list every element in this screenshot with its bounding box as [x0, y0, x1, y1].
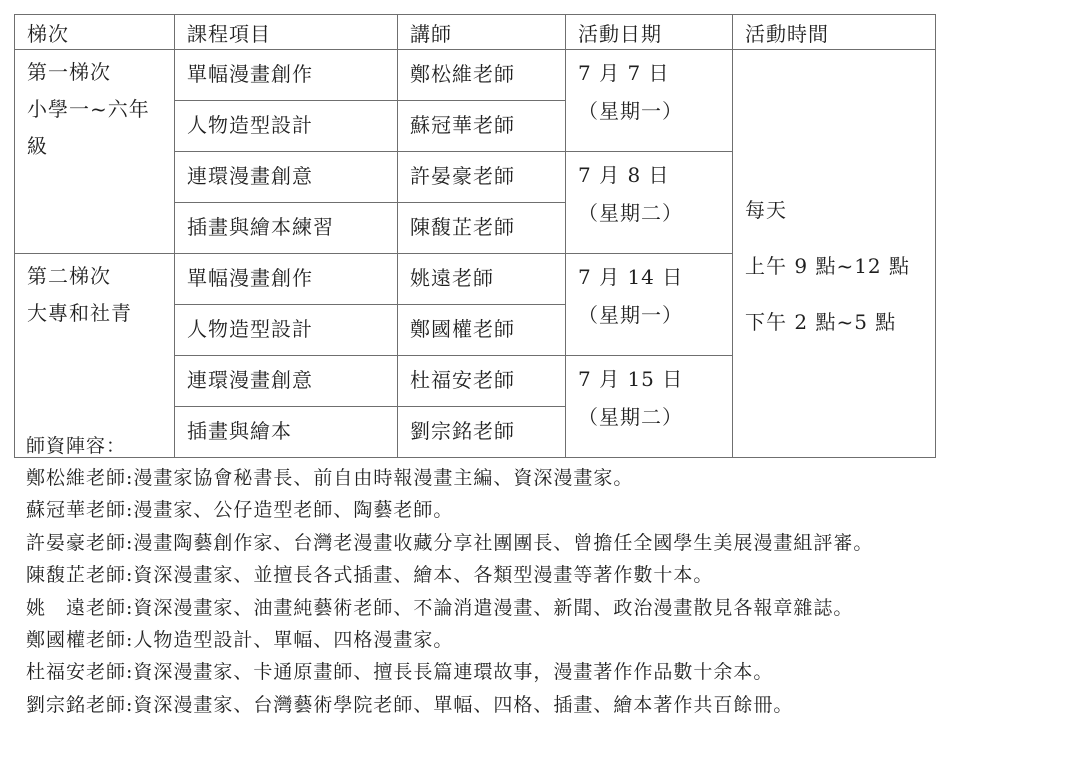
teacher-cell: 鄭松維老師 [398, 50, 566, 101]
date-day: 7 月 8 日 [578, 163, 670, 187]
header-date: 活動日期 [566, 15, 733, 50]
date-cell [566, 254, 733, 356]
date-cell [566, 50, 733, 152]
teacher-cell: 姚遠老師 [398, 254, 566, 305]
header-row [15, 15, 936, 50]
table-row [15, 50, 936, 101]
faculty-heading: 師資陣容： [26, 435, 127, 457]
date-weekday: （星期二） [578, 405, 683, 429]
faculty-line: 杜福安老師:資深漫畫家、卡通原畫師、擅長長篇連環故事，漫畫著作作品數十余本。 [26, 661, 774, 684]
batch-1-audience-cont: 級 [27, 134, 48, 158]
course-cell: 人物造型設計 [175, 305, 398, 356]
time-cell [733, 50, 936, 458]
header-time: 活動時間 [733, 15, 936, 50]
course-cell: 單幅漫畫創作 [175, 50, 398, 101]
date-day: 7 月 14 日 [578, 265, 684, 289]
header-batch: 梯次 [15, 15, 175, 50]
date-day: 7 月 7 日 [578, 61, 670, 85]
date-day: 7 月 15 日 [578, 367, 684, 391]
batch-1-label: 第一梯次 [27, 60, 111, 84]
date-cell [566, 152, 733, 254]
faculty-section [26, 430, 873, 721]
faculty-line: 鄭松維老師:漫畫家協會秘書長、前自由時報漫畫主編、資深漫畫家。 [26, 467, 634, 489]
teacher-cell: 杜福安老師 [398, 356, 566, 407]
header-teacher: 講師 [398, 15, 566, 50]
time-afternoon: 下午 2 點~5 點 [745, 309, 897, 334]
course-cell: 插畫與繪本 [175, 407, 398, 458]
faculty-line: 鄭國權老師:人物造型設計、單幅、四格漫畫家。 [26, 628, 454, 651]
course-cell: 人物造型設計 [175, 101, 398, 152]
batch-2-cell [15, 254, 175, 458]
teacher-cell: 許晏豪老師 [398, 152, 566, 203]
batch-1-cell [15, 50, 175, 254]
faculty-line: 蘇冠華老師:漫畫家、公仔造型老師、陶藝老師。 [26, 499, 454, 522]
teacher-cell: 劉宗銘老師 [398, 407, 566, 458]
batch-1-audience: 小學一~六年 [27, 97, 150, 121]
date-weekday: （星期二） [578, 201, 683, 225]
faculty-line: 姚 遠老師:資深漫畫家、油畫純藝術老師、不論消遣漫畫、新聞、政治漫畫散見各報章雜誌。 [26, 596, 854, 619]
time-morning: 上午 9 點~12 點 [745, 253, 911, 278]
date-weekday: （星期一） [578, 99, 683, 123]
header-course: 課程項目 [175, 15, 398, 50]
course-cell: 插畫與繪本練習 [175, 203, 398, 254]
batch-2-audience: 大專和社青 [27, 301, 132, 325]
faculty-line: 許晏豪老師:漫畫陶藝創作家、台灣老漫畫收藏分享社團團長、曾擔任全國學生美展漫畫組評審。 [26, 531, 874, 554]
date-weekday: （星期一） [578, 303, 683, 327]
time-daily: 每天 [745, 197, 787, 222]
teacher-cell: 鄭國權老師 [398, 305, 566, 356]
faculty-line: 劉宗銘老師:資深漫畫家、台灣藝術學院老師、單幅、四格、插畫、繪本著作共百餘冊。 [26, 693, 794, 716]
faculty-line: 陳馥芷老師:資深漫畫家、並擅長各式插畫、繪本、各類型漫畫等著作數十本。 [26, 564, 714, 587]
batch-2-label: 第二梯次 [27, 264, 111, 288]
course-cell: 單幅漫畫創作 [175, 254, 398, 305]
course-cell: 連環漫畫創意 [175, 356, 398, 407]
course-cell: 連環漫畫創意 [175, 152, 398, 203]
schedule-table [14, 14, 936, 458]
teacher-cell: 陳馥芷老師 [398, 203, 566, 254]
teacher-cell: 蘇冠華老師 [398, 101, 566, 152]
